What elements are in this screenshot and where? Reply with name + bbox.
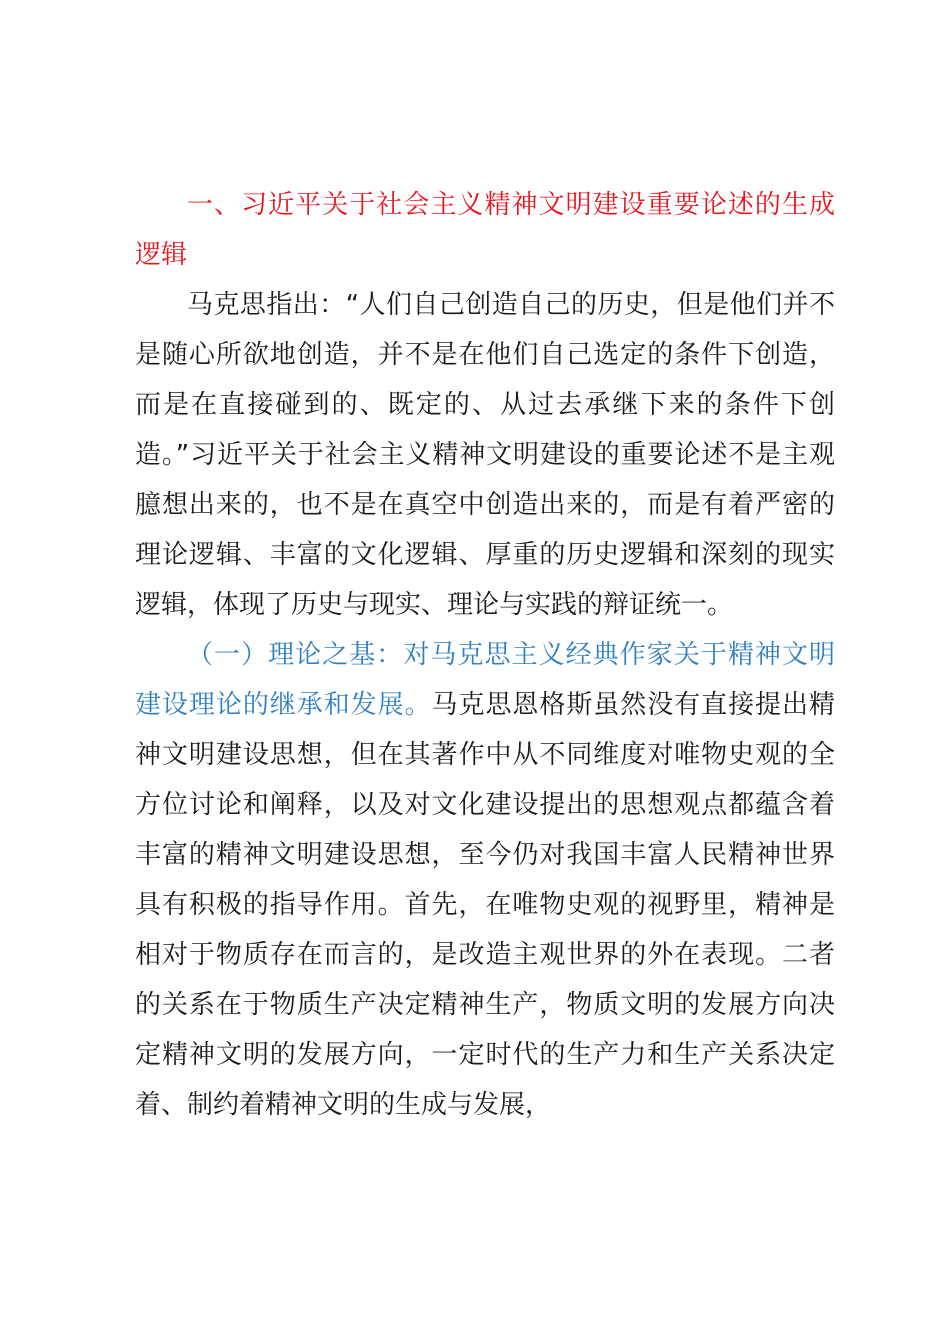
subsection-heading: （一）理论之基：对马克思主义经典作家关于精神文明建设理论的继承和发展。 [135,640,835,720]
document-body [135,180,835,1130]
body-paragraph: 马克思指出：“人们自己创造自己的历史，但是他们并不是随心所欲地创造，并不是在他们自己选定的条件下创造，而是在直接碰到的、既定的、从过去承继下来的条件下创造。”习近平关于社会主义精神文明建设的重要论述不是主观臆想出来的，也不是在真空中创造出来的，而是有着严密的理论逻辑、丰富的文化逻辑、厚重的历史逻辑和深刻的现实逻辑，体现了历史与现实、理论与实践的辩证统一。 [135,290,835,620]
subsection-paragraph [135,630,835,1130]
section-heading: 一、习近平关于社会主义精神文明建设重要论述的生成逻辑 [135,190,835,270]
subsection-body: 马克思恩格斯虽然没有直接提出精神文明建设思想，但在其著作中从不同维度对唯物史观的全方位讨论和阐释，以及对文化建设提出的思想观点都蕴含着丰富的精神文明建设思想，至今仍对我国丰富人民精神世界具有积极的指导作用。首先，在唯物史观的视野里，精神是相对于物质存在而言的，是改造主观世界的外在表现。二者的关系在于物质生产决定精神生产，物质文明的发展方向决定精神文明的发展方向，一定时代的生产力和生产关系决定着、制约着精神文明的生成与发展， [135,690,835,1120]
